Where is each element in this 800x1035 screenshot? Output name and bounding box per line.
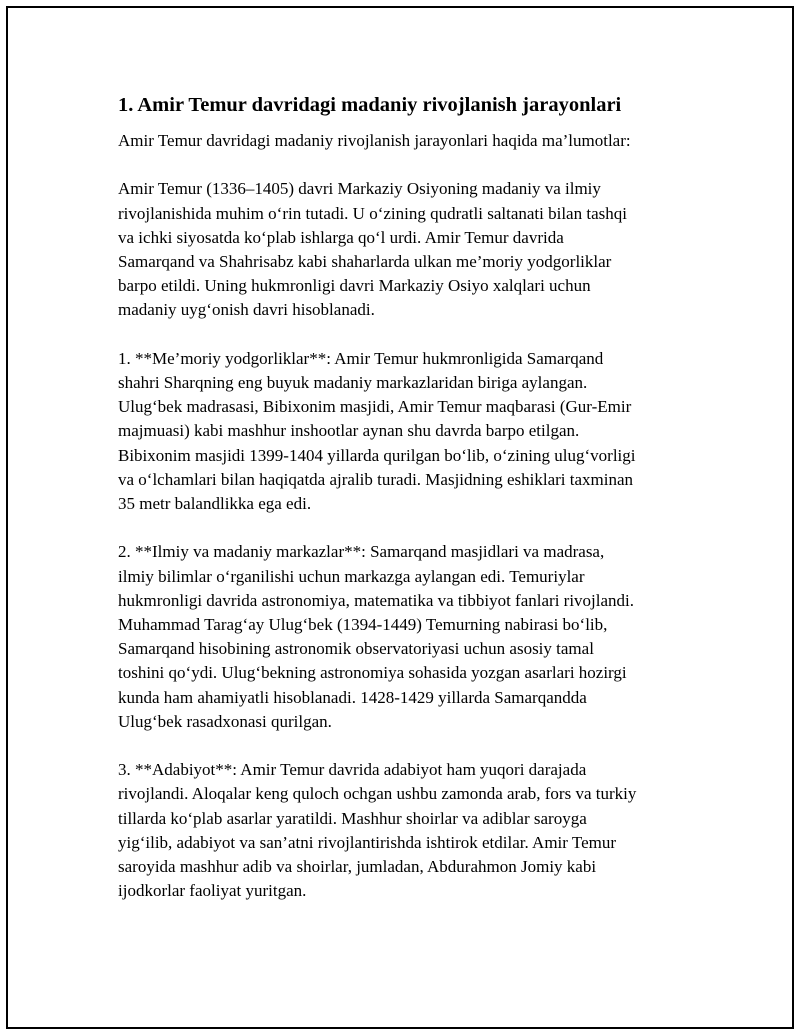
document-body: [118, 93, 688, 903]
architecture-paragraph: 1. **Me’moriy yodgorliklar**: Amir Temur hukmronligida Samarqand shahri Sharqning eng buyuk madaniy markazlaridan biriga aylangan. Ulug‘bek madrasasi, Bibixonim masjidi, Amir Temur maqbarasi (Gur-Emir majmuasi) kabi mashhur inshootlar aynan shu davrda barpo etilgan. Bibixonim masjidi 1399-1404 yillarda qurilgan bo‘lib, o‘zining ulug‘vorligi va o‘lchamlari bilan haqiqatda ajralib turadi. Masjidning eshiklari taxminan 35 metr balandlikka ega edi.: [118, 348, 636, 514]
literature-paragraph: 3. **Adabiyot**: Amir Temur davrida adabiyot ham yuqori darajada rivojlandi. Aloqalar keng quloch ochgan ushbu zamonda arab, fors va turkiy tillarda ko‘plab asarlar yaratildi. Mashhur shoirlar va adiblar saroyga yig‘ilib, adabiyot va san’atni rivojlantirishda ishtirok etdilar. Amir Temur saroyida mashhur adib va shoirlar, jumladan, Abdurahmon Jomiy kabi ijodkorlar faoliyat yuritgan.: [118, 760, 637, 901]
overview-paragraph: Amir Temur (1336–1405) davri Markaziy Osiyoning madaniy va ilmiy rivojlanishida muhim o‘rin tutadi. U o‘zining qudratli saltanati bilan tashqi va ichki siyosatda ko‘plab ishlarga qo‘l urdi. Amir Temur davrida Samarqand va Shahrisabz kabi shaharlarda ulkan me’moriy yodgorliklar barpo etildi. Uning hukmronligi davri Markaziy Osiyo xalqlari uchun madaniy uyg‘onish davri hisoblanadi.: [118, 179, 627, 320]
document-title: 1. Amir Temur davridagi madaniy rivojlanish jarayonlari: [118, 94, 622, 116]
intro-paragraph: Amir Temur davridagi madaniy rivojlanish jarayonlari haqida ma’lumotlar:: [118, 131, 631, 150]
science-culture-paragraph: 2. **Ilmiy va madaniy markazlar**: Samarqand masjidlari va madrasa, ilmiy bilimlar o‘rganilishi uchun markazga aylangan edi. Temuriylar hukmronligi davrida astronomiya, matematika va tibbiyot fanlari rivojlandi. Muhammad Tarag‘ay Ulug‘bek (1394-1449) Temurning nabirasi bo‘lib, Samarqand hisobining astronomik observatoriyasi uchun asosiy tamal toshini qo‘ydi. Ulug‘bekning astronomiya sohasida yozgan asarlari hozirgi kunda ham ahamiyatli hisoblanadi. 1428-1429 yillarda Samarqandda Ulug‘bek rasadxonasi qurilgan.: [118, 542, 635, 731]
